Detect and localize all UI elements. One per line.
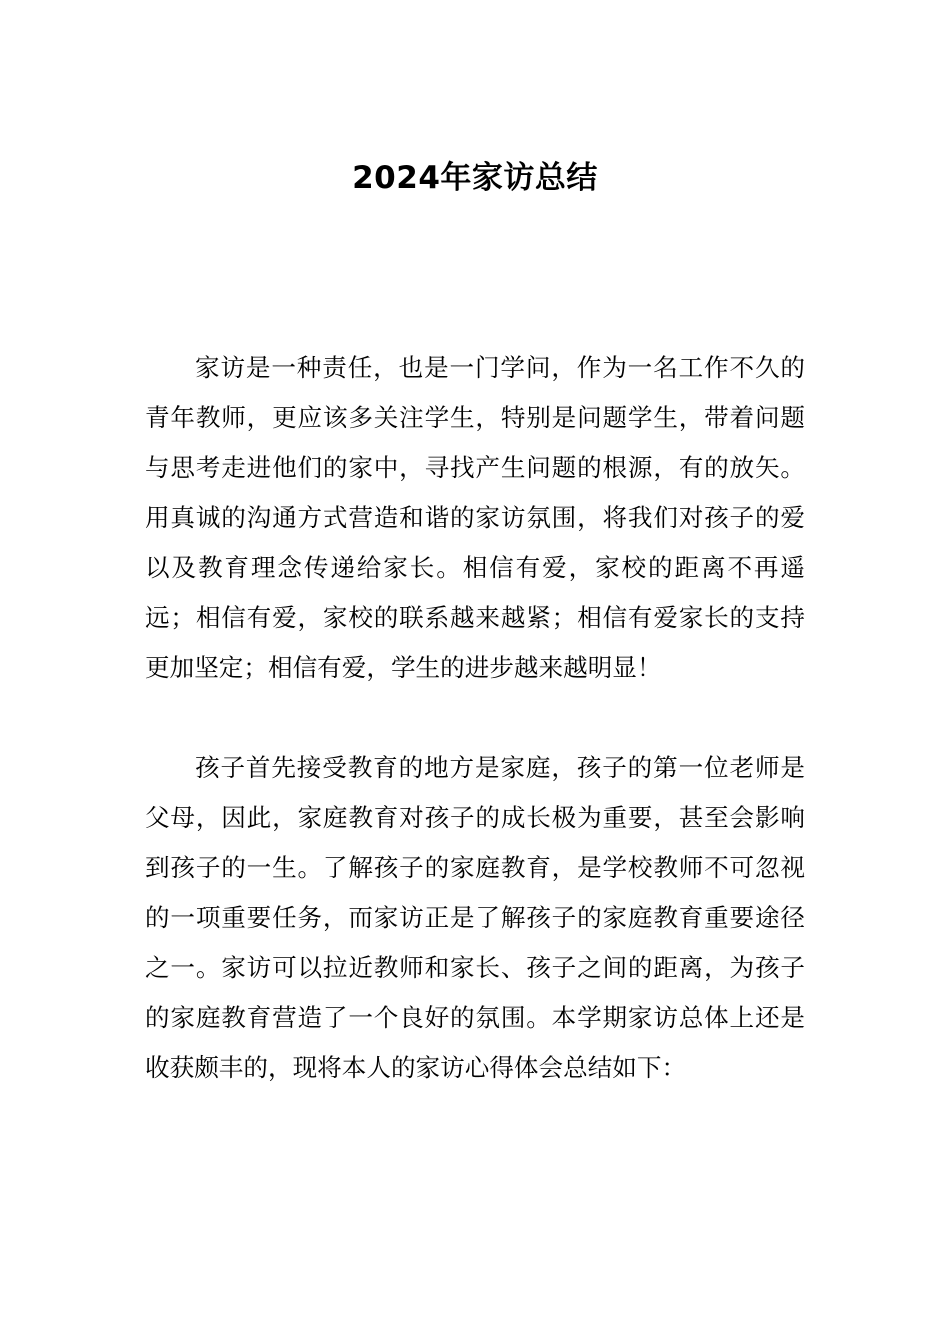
paragraph-2: 孩子首先接受教育的地方是家庭，孩子的第一位老师是父母，因此，家庭教育对孩子的成长极为重要，甚至会影响到孩子的一生。了解孩子的家庭教育，是学校教师不可忽视的一项重要任务，而家访正是了解孩子的家庭教育重要途径之一。家访可以拉近教师和家长、孩子之间的距离，为孩子的家庭教育营造了一个良好的氛围。本学期家访总体上还是收获颇丰的，现将本人的家访心得体会总结如下： (145, 753, 805, 1082)
paragraph-1: 家访是一种责任，也是一门学问，作为一名工作不久的青年教师，更应该多关注学生，特别是问题学生，带着问题与思考走进他们的家中，寻找产生问题的根源，有的放矢。用真诚的沟通方式营造和谐的家访氛围，将我们对孩子的爱以及教育理念传递给家长。相信有爱，家校的距离不再遥远；相信有爱，家校的联系越来越紧；相信有爱家长的支持更加坚定；相信有爱，学生的进步越来越明显！ (145, 353, 805, 682)
document-title: 2024年家访总结 (352, 160, 598, 196)
paragraph-1-block (145, 343, 805, 693)
paragraph-2-block (145, 743, 805, 1093)
